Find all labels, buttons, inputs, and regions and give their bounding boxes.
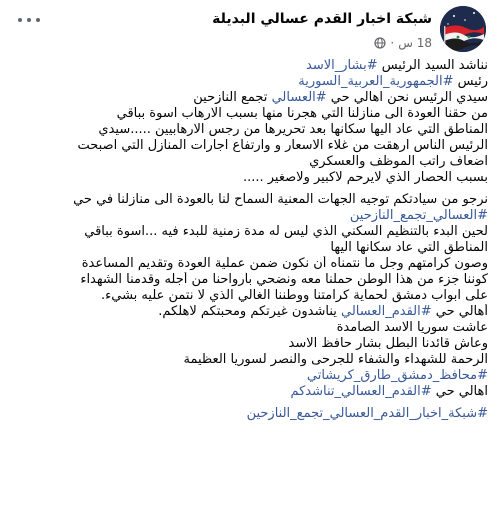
post-line: نرجو من سيادتكم توجيه الجهات المعنية السماح لنا بالعودة الى منازلنا في حي xyxy=(73,192,488,207)
post-line: بسبب الحصار الذي لايرحم لاكبير ولاصغير ..... xyxy=(242,170,488,185)
post-line: لحين البدء بالتنظيم السكني الذي ليس له مدة زمنية للبدء فيه ...اسوة بباقي xyxy=(84,224,488,239)
post-line: وصون كرامتهم وجل ما نتمناه أن نكون ضمن عملية العودة وتقديم المساعدة xyxy=(81,256,488,271)
post-line: أهالي حي #القدم_العسالي يناشدون غيرتكم ومحبتكم لاهلكم. xyxy=(158,304,488,319)
post-line: اهالي حي #القدم_العسالي_تناشدكم xyxy=(290,384,488,399)
meta-separator: · xyxy=(390,36,395,50)
post-meta xyxy=(374,36,432,50)
hashtag-link[interactable]: #محافظ_دمشق_طارق_كريشاتي xyxy=(306,368,488,383)
post-line xyxy=(10,406,488,422)
post-time[interactable]: 18 س xyxy=(398,36,432,50)
post-line: من حقنا العودة الى منازلنا التي هجرنا منها بسبب الارهاب اسوة بباقي xyxy=(116,106,488,121)
hashtag-link[interactable]: #شبكة_اخبار_القدم_العسالي_تجمع_النازحين xyxy=(246,406,488,421)
post-line: المناطق التي عاد اليها سكانها بعد تحريرها من رجس الارهابيين .....سيدي xyxy=(98,122,488,137)
post-line: سيدي الرئيس نحن اهالي حي #العسالي تجمع النازحين xyxy=(193,90,488,105)
hashtag-link[interactable]: #الجمهورية_العربية_السورية xyxy=(298,74,454,89)
hashtag-link[interactable]: #بشار_الاسد xyxy=(306,58,378,73)
page-avatar[interactable] xyxy=(440,6,486,52)
post-line xyxy=(10,368,488,384)
hashtag-link[interactable]: #العسالي xyxy=(271,90,327,105)
post-line: كوننا جزء من هذا الوطن حملنا معه ونضحي بأرواحنا من أجله وقدمنا الشهداء xyxy=(80,272,488,287)
post-line: المناطق التي عاد سكانها اليها xyxy=(330,240,488,255)
post-line: رئيس #الجمهورية_العربية_السورية xyxy=(298,74,488,89)
post-line: وعاش قائدنا البطل بشار حافظ الاسد xyxy=(288,336,488,351)
post-body xyxy=(8,58,492,422)
post-line xyxy=(10,208,488,224)
globe-icon[interactable] xyxy=(374,37,386,49)
post-line: الرئيس الناس ارهقت من غلاء الاسعار و وارتفاع اجارات المنازل التي اصبحت xyxy=(77,138,488,153)
post-header xyxy=(8,0,492,58)
page-name[interactable]: شبكة اخبار القدم عسالي البديلة xyxy=(212,11,432,27)
hashtag-link[interactable]: #القدم_العسالي_تناشدكم xyxy=(290,384,432,399)
post-line: على ابواب دمشق لحماية كرامتنا ووطننا الغالي الذي لا نتمن عليه بشيء. xyxy=(101,288,488,303)
post-line: اضعاف راتب الموظف والعسكري xyxy=(309,154,488,169)
post-line: عاشت سوريا الاسد الصامدة xyxy=(336,320,488,335)
syrian-flag-avatar-icon xyxy=(440,6,486,52)
more-options-icon[interactable] xyxy=(18,14,40,26)
hashtag-link[interactable]: #العسالي_تجمع_النازحين xyxy=(349,208,488,223)
post-line: نناشد السيد الرئيس #بشار_الاسد xyxy=(306,58,488,73)
hashtag-link[interactable]: #القدم_العسالي xyxy=(341,304,432,319)
post-line: الرحمة للشهداء والشفاء للجرحى والنصر لسوريا العظيمة xyxy=(183,352,488,367)
